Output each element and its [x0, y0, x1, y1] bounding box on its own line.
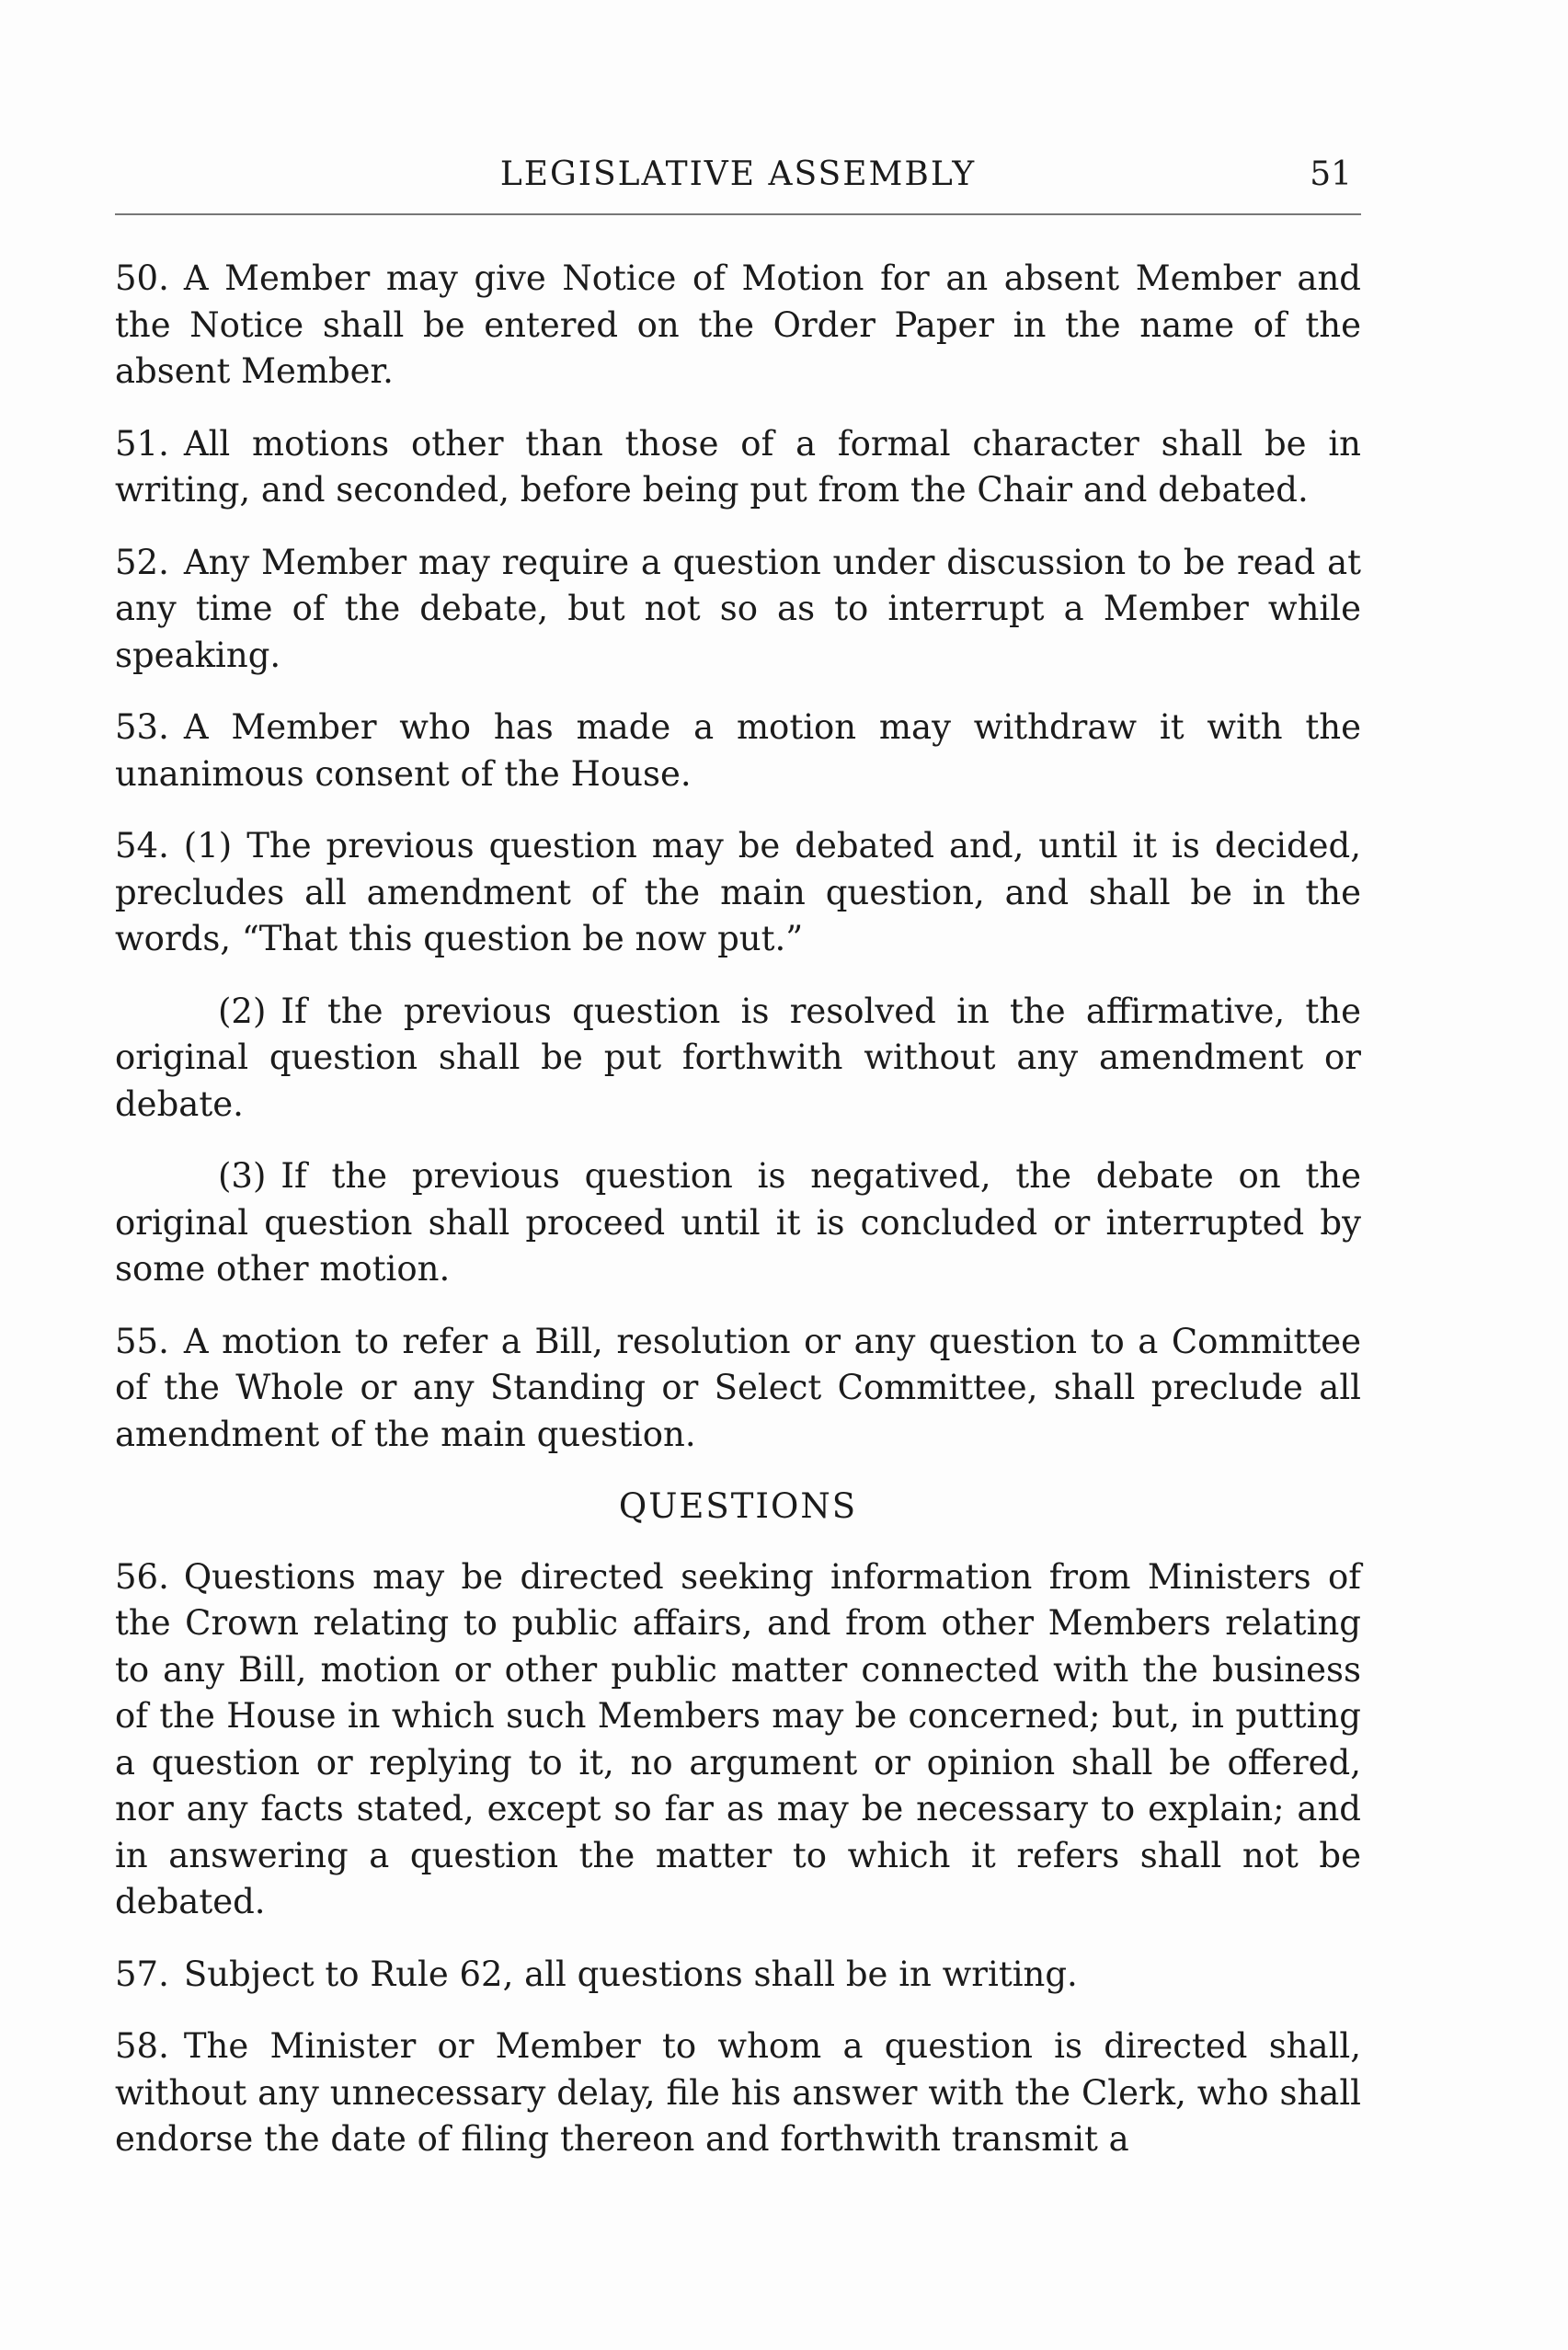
- rule-number: 58.: [115, 2026, 169, 2066]
- rule-number: 55.: [115, 1321, 169, 1361]
- rule-subnumber: (2): [218, 991, 267, 1031]
- document-body: [115, 256, 1361, 2189]
- rule-paragraph-53: [115, 705, 1361, 797]
- rule-number: 51.: [115, 423, 169, 464]
- section-heading: QUESTIONS: [618, 1486, 858, 1526]
- rule-text: If the previous question is resolved in the affirmative, the original question shall be put forthwith without any amendment or debate.: [115, 991, 1361, 1124]
- header-rule: [115, 213, 1361, 215]
- rule-subnumber: (3): [218, 1156, 267, 1196]
- rule-paragraph-54-3: [115, 1153, 1361, 1293]
- rule-paragraph-56: [115, 1554, 1361, 1926]
- rule-paragraph-54-2: [115, 989, 1361, 1129]
- rule-paragraph-58: [115, 2023, 1361, 2163]
- rule-paragraph-55: [115, 1319, 1361, 1459]
- rule-text: A motion to refer a Bill, resolution or any question to a Committee of the Whole or any Standing or Select Committee, shall preclude all amendment of the main question.: [115, 1321, 1361, 1454]
- rule-text: Questions may be directed seeking information from Ministers of the Crown relating to public affairs, and from other Members relating to any Bill, motion or other public matter connected with the business of the House in which such Members may be concerned; but, in putting a question or replying to it, no argument or opinion shall be offered, nor any facts stated, except so far as may be necessary to explain; and in answering a question the matter to which it refers shall not be debated.: [115, 1556, 1361, 1921]
- rule-number: 53.: [115, 707, 169, 747]
- rule-number: 54. (1): [115, 826, 233, 865]
- rule-paragraph-57: [115, 1952, 1361, 1999]
- rule-text: If the previous question is negatived, the debate on the original question shall proceed until it is concluded or interrupted by some other motion.: [115, 1156, 1361, 1289]
- page-header: [115, 147, 1361, 202]
- rule-number: 57.: [115, 1954, 169, 1994]
- page-number: 51: [1310, 155, 1352, 193]
- rule-text: Any Member may require a question under discussion to be read at any time of the debate, but not so as to interrupt a Member while speaking.: [115, 542, 1361, 675]
- rule-text: The previous question may be debated and, until it is decided, precludes all amendment of the main question, and shall be in the words, “That this question be now put.”: [115, 826, 1361, 958]
- rule-text: The Minister or Member to whom a question is directed shall, without any unnecessary delay, file his answer with the Clerk, who shall endorse the date of filing thereon and forthwith transmit a: [115, 2026, 1361, 2159]
- rule-paragraph-51: [115, 421, 1361, 514]
- rule-text: A Member who has made a motion may withdraw it with the unanimous consent of the House.: [115, 707, 1361, 794]
- rule-text: Subject to Rule 62, all questions shall be in writing.: [183, 1954, 1078, 1994]
- rule-text: All motions other than those of a formal character shall be in writing, and seconded, before being put from the Chair and debated.: [115, 423, 1361, 510]
- rule-paragraph-54-1: [115, 823, 1361, 963]
- rule-text: A Member may give Notice of Motion for an absent Member and the Notice shall be entered on the Order Paper in the name of the absent Member.: [115, 258, 1361, 391]
- rule-number: 56.: [115, 1556, 169, 1597]
- rule-paragraph-50: [115, 256, 1361, 395]
- running-title: LEGISLATIVE ASSEMBLY: [499, 155, 977, 193]
- rule-paragraph-52: [115, 540, 1361, 680]
- rule-number: 52.: [115, 542, 169, 582]
- rule-number: 50.: [115, 258, 169, 298]
